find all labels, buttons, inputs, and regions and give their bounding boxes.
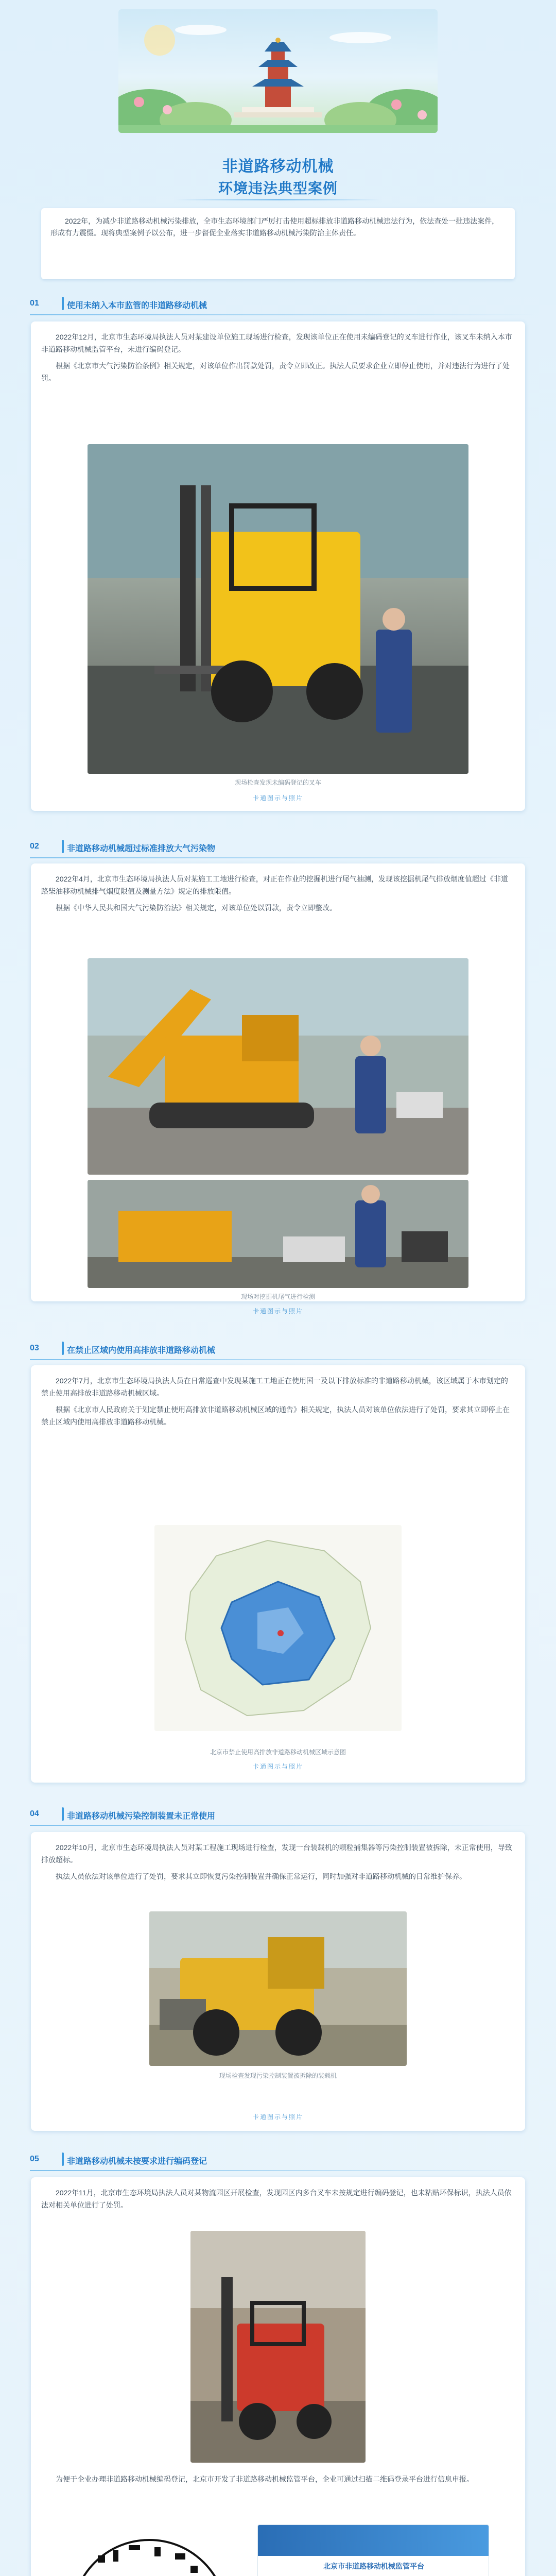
section-marker (62, 2153, 64, 2166)
page-subtitle: 环境违法典型案例 (218, 180, 338, 196)
section-05-text-block (41, 2473, 515, 2509)
excavator-photo (88, 958, 468, 1175)
section-paragraph: 2022年10月，北京市生态环境局执法人员对某工程施工现场进行检查，发现一台装载机的颗粒捕集器等污染控制装置被拆除，未正常使用，导致排放超标。 (41, 1843, 512, 1864)
section-rule (30, 857, 535, 858)
loader-photo (149, 1911, 407, 2066)
more-label: 卡通图示与照片 (252, 1763, 303, 1770)
page-title: 非道路移动机械 (222, 158, 334, 175)
section-rule (30, 314, 535, 315)
section-paragraph: 执法人员依法对该单位进行了处罚，要求其立即恢复污染控制装置并确保正常运行，同时加强对非道路移动机械的日常维护保养。 (56, 1872, 466, 1880)
more-label: 卡通图示与照片 (252, 794, 303, 802)
section-rule (30, 1825, 535, 1826)
qr-code-image[interactable] (67, 2524, 232, 2576)
section-paragraph: 根据《北京市大气污染防治条例》相关规定，对该单位作出罚款处罚，责令立即改正。执法人员要求企业立即停止使用，并对违法行为进行了处罚。 (41, 362, 510, 382)
temple-of-heaven-illustration (118, 9, 438, 133)
photo-caption: 现场对挖掘机尾气进行检测 (240, 1293, 315, 1300)
photo-caption: 北京市禁止使用高排放非道路移动机械区域示意图 (210, 1749, 346, 1756)
section-paragraph: 2022年11月，北京市生态环境局执法人员对某物流园区开展检查，发现园区内多台叉车未按规定进行编码登记，也未粘贴环保标识，执法人员依法对相关单位进行了处罚。 (41, 2189, 512, 2209)
more-label: 卡通图示与照片 (252, 1308, 303, 1315)
section-title: 非道路移动机械未按要求进行编码登记 (67, 2157, 207, 2166)
section-number: 02 (30, 842, 39, 851)
section-paragraph: 2022年4月，北京市生态环境局执法人员对某施工工地进行检查，对正在作业的挖掘机进行尾气抽测，发现该挖掘机尾气排放烟度值超过《非道路柴油移动机械排气烟度限值及测量方法》规定的排放限值。 (41, 875, 508, 895)
photo-caption: 现场检查发现污染控制装置被拆除的装载机 (219, 2072, 337, 2079)
intro-paragraph: 2022年，为减少非道路移动机械污染排放，全市生态环境部门严厉打击使用超标排放非道路移动机械违法行为，依法查处一批违法案件，形成有力震慑。现将典型案例予以公布，进一步督促企业落实非道路移动机械污染防治主体责任。 (41, 208, 515, 279)
platform-header-bar (258, 2525, 489, 2556)
detection-equipment-photo (88, 1180, 468, 1288)
section-paragraph: 为便于企业办理非道路移动机械编码登记，北京市开发了非道路移动机械监管平台，企业可通过扫描二维码登录平台进行信息申报。 (56, 2475, 474, 2483)
section-marker (62, 1342, 64, 1355)
photo-caption: 现场检查发现未编码登记的叉车 (234, 779, 321, 786)
platform-login-screenshot (257, 2524, 489, 2576)
section-04-header (21, 1803, 535, 1827)
title-divider (175, 199, 381, 200)
section-title: 非道路移动机械污染控制装置未正常使用 (67, 1812, 216, 1821)
section-03-header (21, 1337, 535, 1361)
forklift-warehouse-photo (190, 2231, 366, 2463)
section-paragraph: 根据《北京市人民政府关于划定禁止使用高排放非道路移动机械区域的通告》相关规定，执法人员对该单位依法进行了处罚，要求其立即停止在禁止区域内使用高排放非道路移动机械。 (41, 1405, 510, 1426)
forklift-photo (88, 444, 468, 774)
top-banner-illustration (118, 9, 438, 133)
beijing-district-map (154, 1525, 402, 1731)
section-number: 01 (30, 299, 39, 308)
section-number: 03 (30, 1344, 39, 1352)
section-paragraph: 根据《中华人民共和国大气污染防治法》相关规定，对该单位处以罚款，责令立即整改。 (56, 904, 337, 912)
section-rule (30, 1359, 535, 1360)
section-paragraph: 2022年12月，北京市生态环境局执法人员对某建设单位施工现场进行检查，发现该单位正在使用未编码登记的叉车进行作业，该叉车未纳入本市非道路移动机械监管平台，未进行编码登记。 (41, 333, 512, 353)
section-marker (62, 840, 64, 853)
section-number: 04 (30, 1809, 39, 1818)
section-marker (62, 1807, 64, 1821)
section-number: 05 (30, 2155, 39, 2163)
more-label: 卡通图示与照片 (252, 2113, 303, 2121)
section-02-header (21, 836, 535, 859)
section-title: 在禁止区域内使用高排放非道路移动机械 (67, 1346, 216, 1355)
section-rule (30, 2170, 535, 2171)
platform-name: 北京市非道路移动机械监管平台 (323, 2562, 424, 2570)
section-01-header (21, 293, 535, 316)
section-marker (62, 297, 64, 310)
section-title: 非道路移动机械超过标准排放大气污染物 (67, 844, 216, 853)
section-05-header (21, 2148, 535, 2172)
section-paragraph: 2022年7月，北京市生态环境局执法人员在日常巡查中发现某施工工地正在使用国一及以下排放标准的非道路移动机械，该区域属于本市划定的禁止使用高排放非道路移动机械区域。 (41, 1377, 508, 1397)
section-title: 使用未纳入本市监管的非道路移动机械 (67, 301, 207, 310)
